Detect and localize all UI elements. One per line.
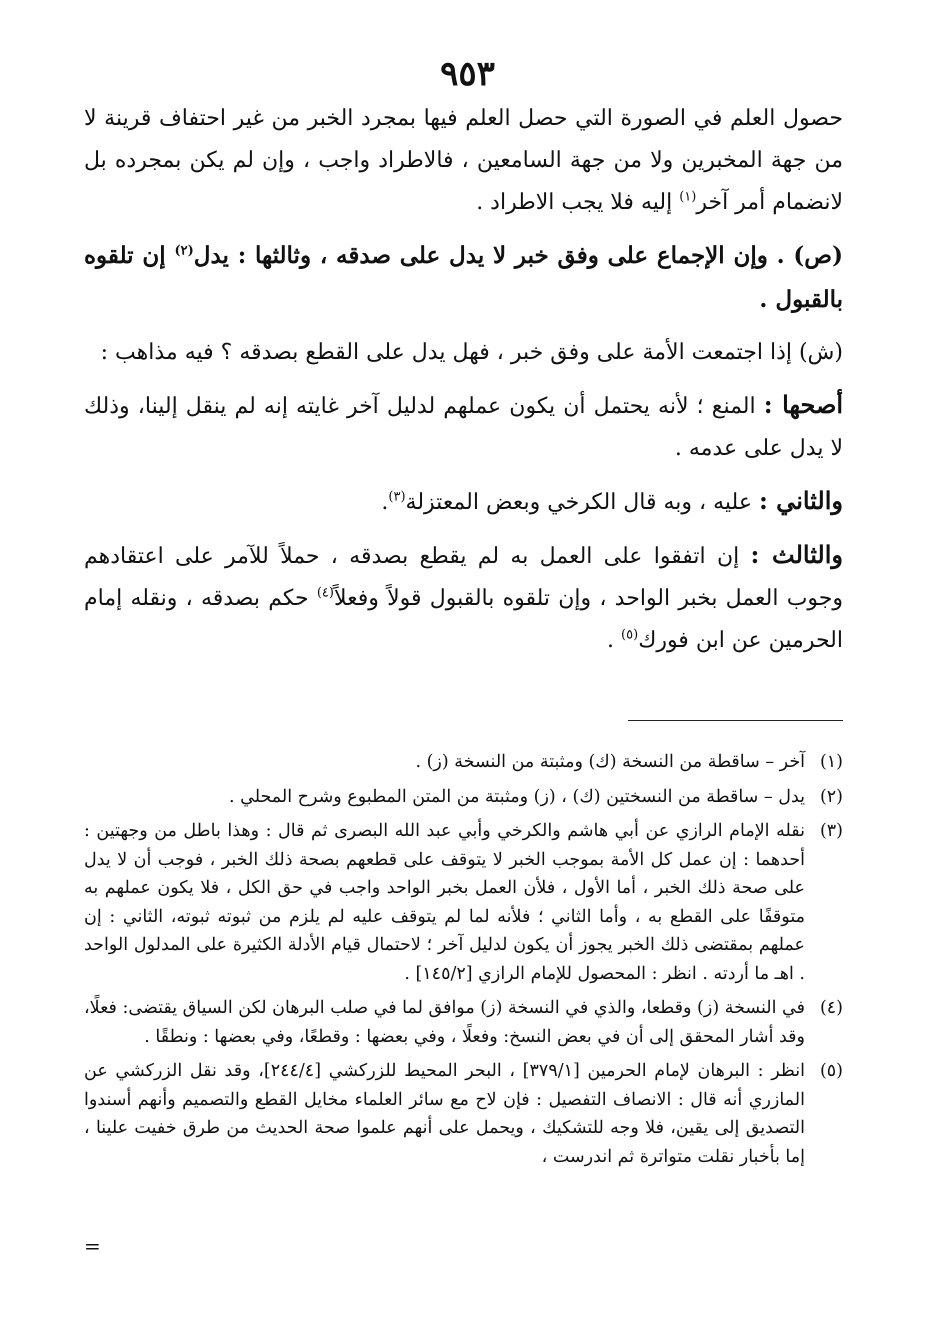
opinion-1-text: المنع ؛ لأنه يحتمل أن يكون عملهم لدليل آخر غايته إنه لم ينقل إلينا، وذلك لا يدل على عدمه .: [84, 394, 843, 461]
footnote-ref-3[interactable]: (٣): [388, 489, 406, 505]
footnote-number: (٥): [819, 1061, 843, 1081]
footnote-ref-4[interactable]: (٤): [316, 585, 334, 601]
footnote-4: [84, 994, 843, 1051]
footnotes: [84, 748, 843, 1177]
footnote-ref-2[interactable]: (٢): [174, 243, 194, 259]
opinion-1-paragraph: [84, 384, 843, 470]
opinion-2-heading: والثاني :: [758, 486, 843, 515]
footnote-number: (٤): [819, 998, 843, 1018]
opinion-1-heading: أصحها :: [763, 390, 843, 419]
footnote-ref-5[interactable]: (٥): [621, 627, 639, 643]
footnote-number: (٣): [819, 821, 843, 841]
footnote-text: يدل – ساقطة من النسختين (ك) ، (ز) ومثبتة من المتن المطبوع وشرح المحلي .: [229, 786, 805, 807]
opinion-2-paragraph: [84, 480, 843, 524]
footnote-text: آخر – ساقطة من النسخة (ك) ومثبتة من النسخة (ز) .: [415, 752, 805, 772]
main-text: [84, 98, 843, 662]
page-number: ٩٥٣: [440, 54, 495, 94]
footnote-number: (٢): [819, 786, 843, 807]
paragraph-1-end: إليه فلا يجب الاطراد .: [476, 190, 680, 215]
opinion-3-text-continued: حكم بصدقه ، ونقله إمام الحرمين عن ابن فورك: [84, 586, 843, 653]
opinion-3-text: إن اتفقوا على العمل به لم يقطع بصدقه ، حملاً للآمر على اعتقادهم وجوب العمل بخبر الواحد ، وإن تلقوه بالقبول قولاً وفعلاً: [84, 544, 843, 611]
footnote-text: نقله الإمام الرازي عن أبي هاشم والكرخي وأبي عبد الله البصرى ثم قال : وهذا باطل من وجهتين : أحدهما : إن عمل كل الأمة بموجب الخبر لا يتوقف على قطعهم بصحة ذلك الخبر ، فوجب أن لا يدل على صحة ذلك الخبر ، أما الأول ، فلأن العمل بخبر الواحد واجب في حق الكل ، فلا يكون عملهم به متوقفًا على القطع به ، وأما الثاني ؛ فلأنه لما لم يتوقف عليه لم يلزم من ثبوته ثبوته، الثاني : إن عملهم بمقتضى ذلك الخبر يجوز أن يكون لدليل آخر ؛ لاحتمال قيام الأدلة الكثيرة على المدلول الواحد . اهـ ما أردته . انظر : المحصول للإمام الرازي [١٤٥/٢] .: [84, 821, 805, 984]
footnote-divider: [628, 720, 843, 721]
opinion-3-heading: والثالث :: [750, 540, 843, 569]
opinion-2-text: عليه ، وبه قال الكرخي وبعض المعتزلة: [405, 490, 759, 515]
paragraph-1-text: حصول العلم في الصورة التي حصل العلم فيها بمجرد الخبر من غير احتفاف قرينة لا من جهة المخبرين ولا من جهة السامعين ، فالاطراد واجب ، وإن لم يكن بمجرده بل لانضمام أمر آخر: [84, 106, 843, 215]
footnote-text: في النسخة (ز) وقطعا، والذي في النسخة (ز) موافق لما في صلب البرهان لكن السياق يقتضى: فعلًا، وقد أشار المحقق إلى أن في بعض النسخ: وفعلًا ، وفي بعضها : وقطعًا، وفي بعضها : ونطقًا .: [84, 998, 805, 1047]
footnote-3: [84, 817, 843, 988]
matn-paragraph: [84, 234, 843, 322]
sharh-paragraph: [84, 332, 843, 374]
sharh-text: (ش) إذا اجتمعت الأمة على وفق خبر ، فهل يدل على القطع بصدقه ؟ فيه مذاهب :: [100, 340, 843, 365]
opinion-3-end: .: [607, 628, 622, 653]
opinion-3-paragraph: [84, 534, 843, 662]
opinion-2-end: .: [381, 490, 389, 515]
footnote-ref-1[interactable]: (١): [679, 189, 697, 205]
continuation-mark: =: [84, 1234, 101, 1258]
matn-end: إن تلقوه بالقبول .: [84, 242, 843, 313]
paragraph-1: [84, 98, 843, 224]
matn-text: (ص) . وإن الإجماع على وفق خبر لا يدل على صدقه ، وثالثها : يدل: [193, 242, 843, 269]
footnote-5: [84, 1057, 843, 1171]
footnote-1: [84, 748, 843, 777]
footnote-2: [84, 783, 843, 812]
footnote-text: انظر : البرهان لإمام الحرمين [٣٧٩/١] ، البحر المحيط للزركشي [٢٤٤/٤]، وقد نقل الزركشي عن المازري أنه قال : الانصاف التفصيل : فإن لاح مع سائر العلماء مخايل القطع والتصميم وأنهم أسندوا التصديق إلى يقين، فلا وجه للتشكيك ، ويحمل على أنهم علموا صحة الحديث من طرق خفيت علينا ، إما بأخبار نقلت متواترة ثم اندرست ،: [84, 1061, 805, 1167]
footnote-number: (١): [819, 752, 843, 772]
